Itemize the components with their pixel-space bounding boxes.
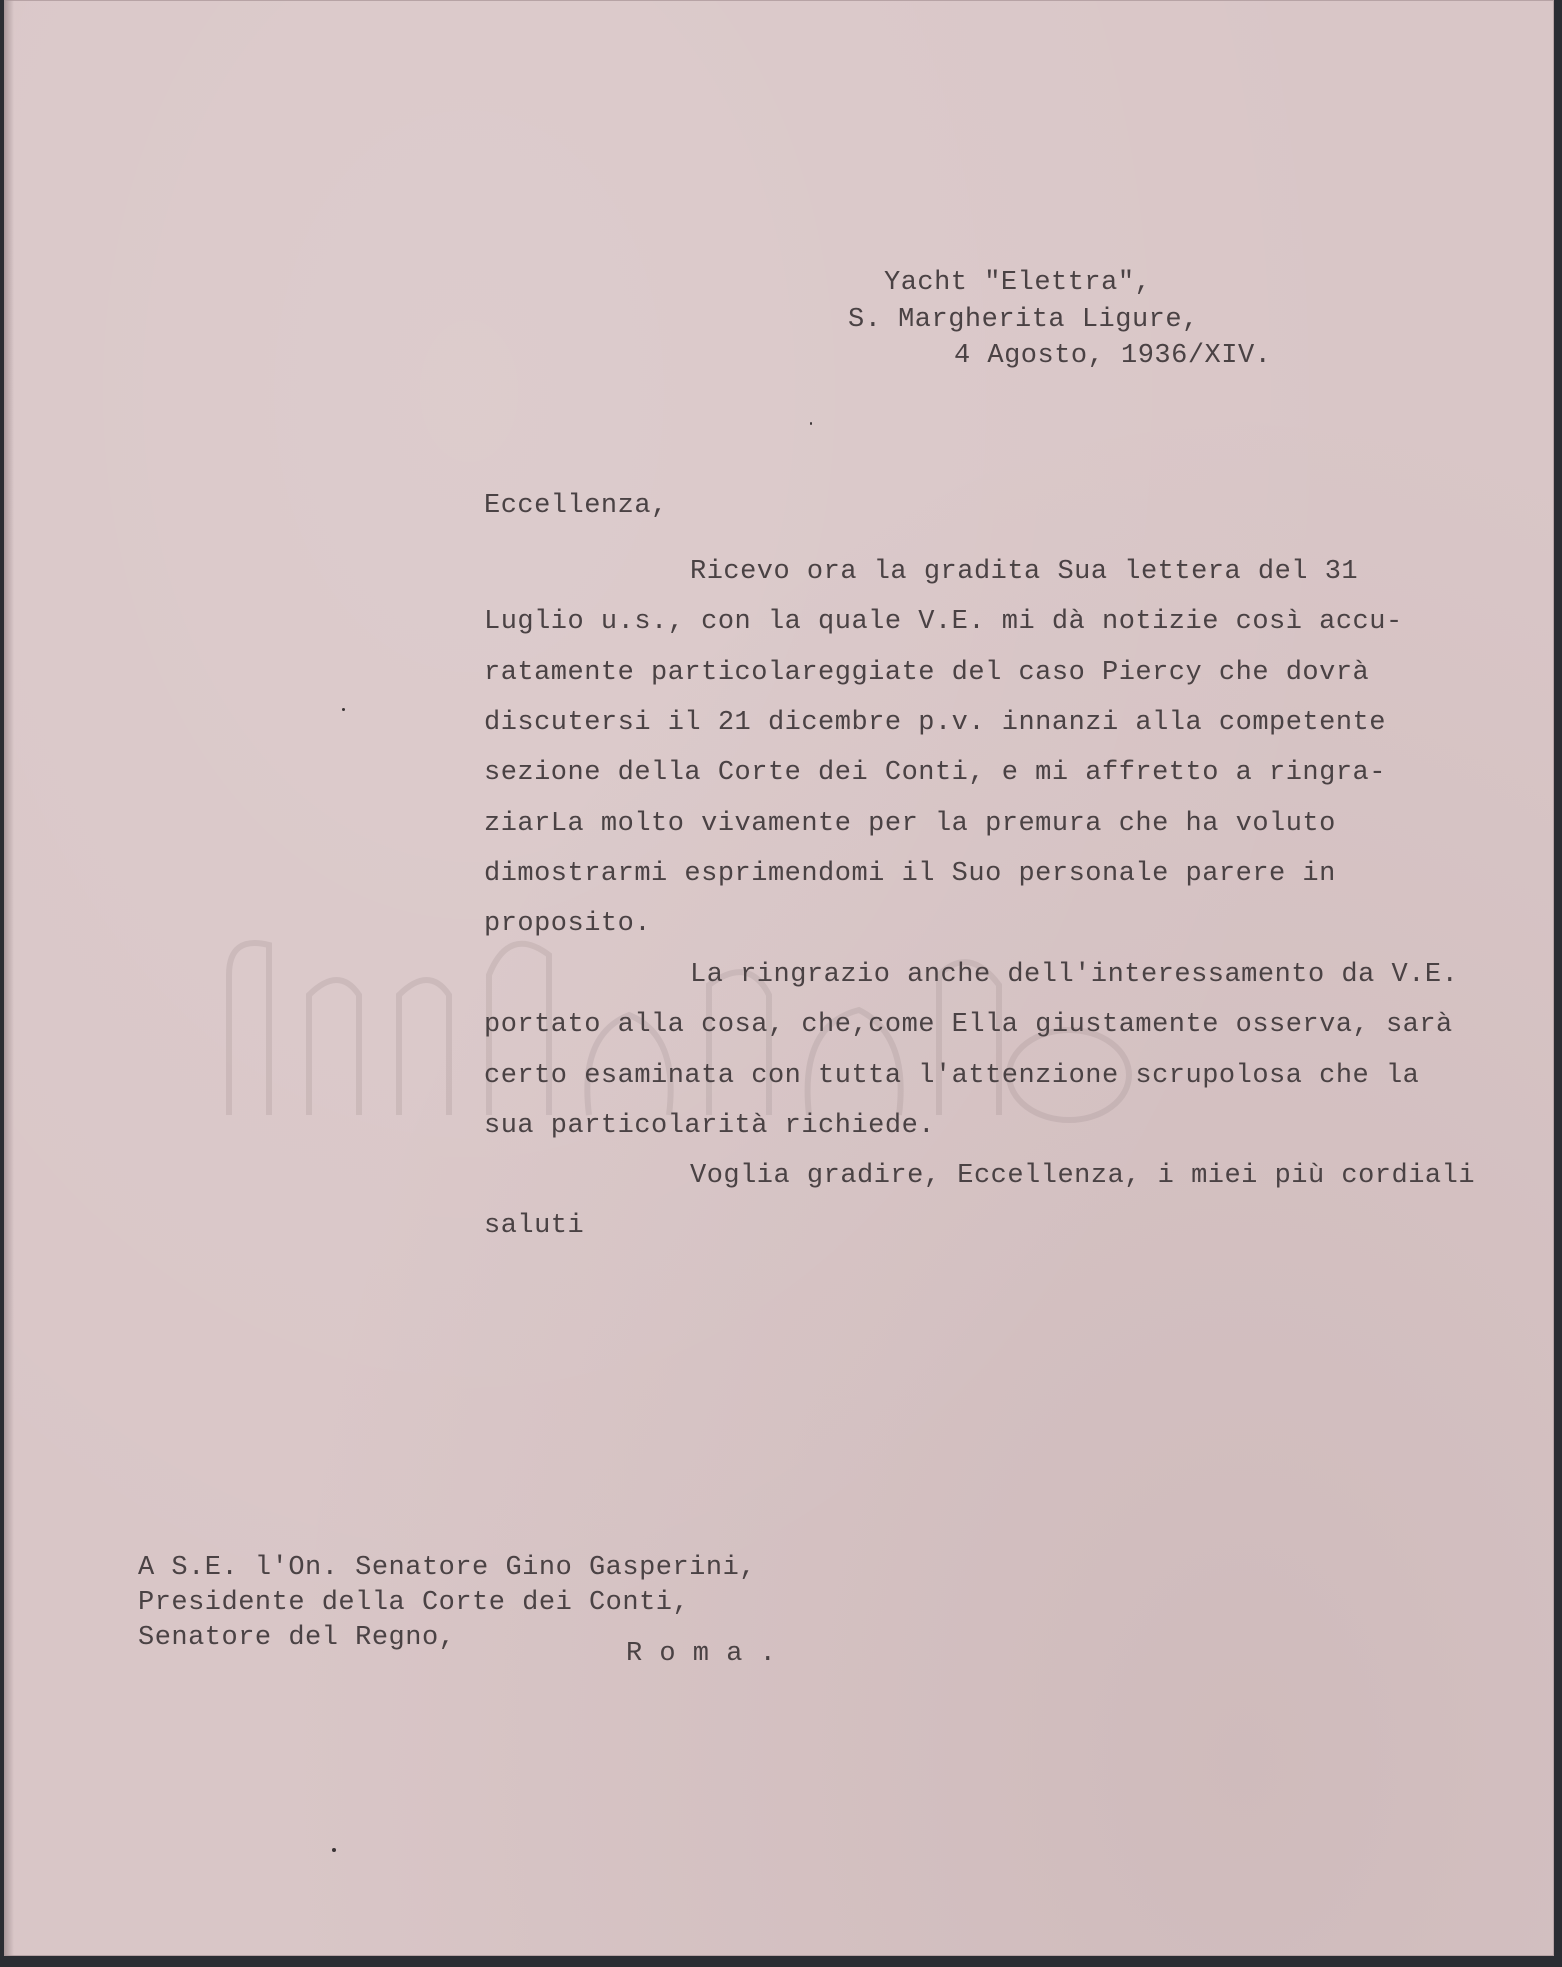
header-line-1: Yacht "Elettra", xyxy=(884,268,1152,298)
addressee-line-2: Presidente della Corte dei Conti, xyxy=(138,1588,690,1618)
body-line: La ringrazio anche dell'interessamento da V.E. xyxy=(690,960,1459,990)
body-line: ziarLa molto vivamente per la premura che ha voluto xyxy=(484,809,1336,839)
header-line-3: 4 Agosto, 1936/XIV. xyxy=(954,341,1272,371)
body-line: sua particolarità richiede. xyxy=(484,1111,935,1141)
paper-speck xyxy=(810,422,812,425)
body-line: dimostrarmi esprimendomi il Suo personale parere in xyxy=(484,859,1336,889)
paper-speck xyxy=(332,1848,336,1852)
body-line: discutersi il 21 dicembre p.v. innanzi alla competente xyxy=(484,708,1386,738)
closing-line: saluti xyxy=(484,1211,585,1241)
addressee-line-1: A S.E. l'On. Senatore Gino Gasperini, xyxy=(138,1553,756,1583)
salutation: Eccellenza, xyxy=(484,491,668,521)
paper-speck xyxy=(342,708,345,711)
letter-sheet xyxy=(4,0,1554,1956)
body-line: Luglio u.s., con la quale V.E. mi dà notizie così accu- xyxy=(484,607,1403,637)
addressee-line-3: Senatore del Regno, xyxy=(138,1623,456,1653)
body-line: sezione della Corte dei Conti, e mi affretto a ringra- xyxy=(484,758,1386,788)
body-line: portato alla cosa, che,come Ella giustamente osserva, sarà xyxy=(484,1010,1453,1040)
header-line-2: S. Margherita Ligure, xyxy=(848,305,1199,335)
addressee-city: R o m a . xyxy=(626,1639,777,1669)
sheet-edge xyxy=(4,0,14,1956)
body-line: certo esaminata con tutta l'attenzione scrupolosa che la xyxy=(484,1061,1420,1091)
body-line: proposito. xyxy=(484,909,652,939)
body-line: ratamente particolareggiate del caso Piercy che dovrà xyxy=(484,658,1370,688)
closing-line: Voglia gradire, Eccellenza, i miei più cordiali xyxy=(690,1161,1476,1191)
body-line: Ricevo ora la gradita Sua lettera del 31 xyxy=(690,557,1359,587)
